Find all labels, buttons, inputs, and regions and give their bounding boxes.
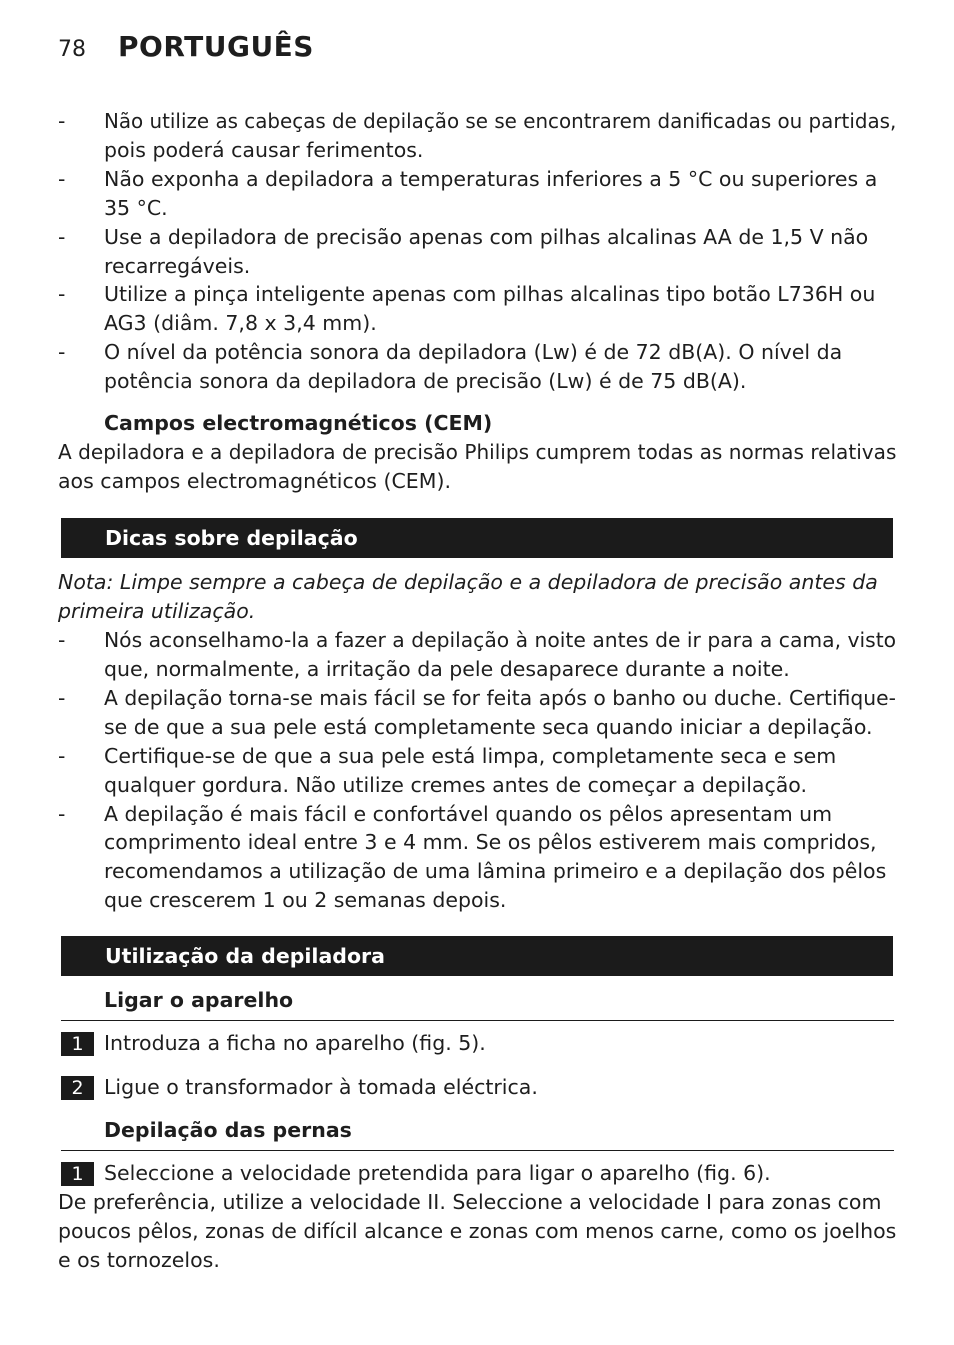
bullet-dash: -: [58, 628, 66, 652]
list-item: qualquer gordura. Não utilize cremes antes de começar a depilação.: [104, 773, 807, 797]
bullet-dash: -: [58, 282, 66, 306]
list-item: Use a depiladora de precisão apenas com pilhas alcalinas AA de 1,5 V não: [104, 225, 869, 249]
list-item: AG3 (diâm. 7,8 x 3,4 mm).: [104, 311, 377, 335]
page-number: 78: [58, 37, 86, 62]
bullet-dash: -: [58, 686, 66, 710]
list-item: se de que a sua pele está completamente seca quando iniciar a depilação.: [104, 715, 873, 739]
emf-heading: Campos electromagnéticos (CEM): [104, 411, 493, 435]
note-text: Nota: Limpe sempre a cabeça de depilação e a depiladora de precisão antes da: [58, 570, 878, 594]
list-item: Não utilize as cabeças de depilação se se encontrarem danificadas ou partidas,: [104, 109, 897, 133]
bullet-dash: -: [58, 225, 66, 249]
body-paragraph: De preferência, utilize a velocidade II. Seleccione a velocidade I para zonas com: [58, 1190, 882, 1214]
list-item: Nós aconselhamo-la a fazer a depilação à noite antes de ir para a cama, visto: [104, 628, 897, 652]
divider: [61, 1150, 894, 1151]
body-paragraph: e os tornozelos.: [58, 1248, 220, 1272]
list-item: A depilação é mais fácil e confortável quando os pêlos apresentam um: [104, 802, 833, 826]
subheading-legs: Depilação das pernas: [104, 1118, 352, 1142]
list-item: A depilação torna-se mais fácil se for feita após o banho ou duche. Certifique-: [104, 686, 896, 710]
step-text: Ligue o transformador à tomada eléctrica.: [104, 1075, 538, 1099]
list-item: recarregáveis.: [104, 254, 251, 278]
list-item: recomendamos a utilização de uma lâmina primeiro e a depilação dos pêlos: [104, 859, 887, 883]
step-text: Seleccione a velocidade pretendida para ligar o aparelho (fig. 6).: [104, 1161, 771, 1185]
list-item: potência sonora da depiladora de precisão (Lw) é de 75 dB(A).: [104, 369, 747, 393]
bullet-dash: -: [58, 744, 66, 768]
bullet-dash: -: [58, 802, 66, 826]
step-number-badge: 1: [61, 1032, 94, 1056]
bullet-dash: -: [58, 167, 66, 191]
bullet-dash: -: [58, 109, 66, 133]
section-title: Utilização da depiladora: [105, 944, 385, 968]
list-item: que, normalmente, a irritação da pele desaparece durante a noite.: [104, 657, 790, 681]
list-item: Certifique-se de que a sua pele está limpa, completamente seca e sem: [104, 744, 837, 768]
step-number-badge: 1: [61, 1162, 94, 1186]
bullet-dash: -: [58, 340, 66, 364]
list-item: Não exponha a depiladora a temperaturas inferiores a 5 °C ou superiores a: [104, 167, 878, 191]
section-bar-tips: [61, 518, 893, 558]
list-item: pois poderá causar ferimentos.: [104, 138, 424, 162]
step-number-badge: 2: [61, 1076, 94, 1100]
emf-paragraph: A depiladora e a depiladora de precisão Philips cumprem todas as normas relativas: [58, 440, 897, 464]
note-text: primeira utilização.: [58, 599, 256, 623]
body-paragraph: poucos pêlos, zonas de difícil alcance e zonas com menos carne, como os joelhos: [58, 1219, 897, 1243]
step-text: Introduza a ficha no aparelho (fig. 5).: [104, 1031, 486, 1055]
list-item: 35 °C.: [104, 196, 168, 220]
emf-paragraph: aos campos electromagnéticos (CEM).: [58, 469, 451, 493]
list-item: comprimento ideal entre 3 e 4 mm. Se os pêlos estiverem mais compridos,: [104, 830, 877, 854]
list-item: Utilize a pinça inteligente apenas com pilhas alcalinas tipo botão L736H ou: [104, 282, 876, 306]
section-title: Dicas sobre depilação: [105, 526, 358, 550]
section-bar-usage: [61, 936, 893, 976]
divider: [61, 1020, 894, 1021]
language-title: PORTUGUÊS: [118, 30, 314, 63]
list-item: O nível da potência sonora da depiladora (Lw) é de 72 dB(A). O nível da: [104, 340, 843, 364]
subheading-switch-on: Ligar o aparelho: [104, 988, 294, 1012]
list-item: que crescerem 1 ou 2 semanas depois.: [104, 888, 507, 912]
